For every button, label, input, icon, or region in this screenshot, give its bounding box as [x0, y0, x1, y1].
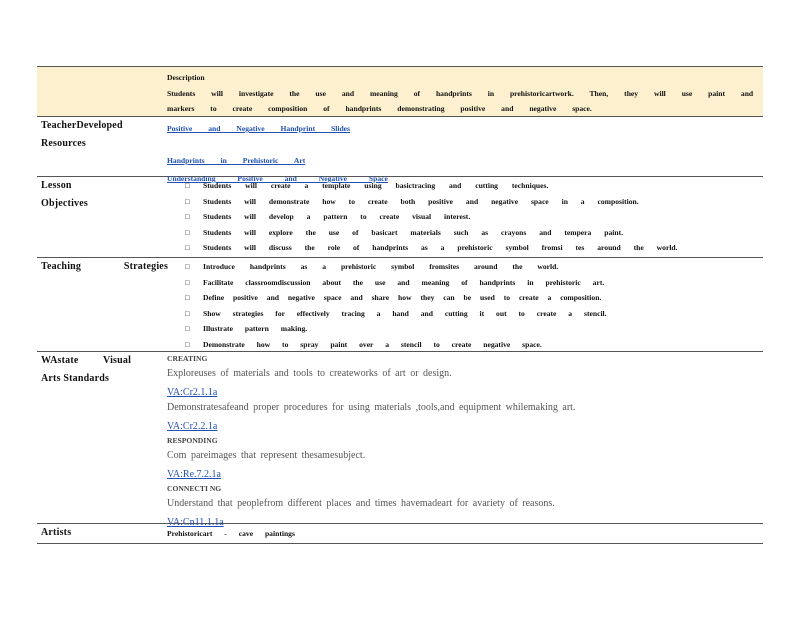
checkbox-icon: □	[185, 181, 190, 190]
strategy-item: □ Define positive and negative space and share how they can be used to create a composition.	[167, 290, 753, 306]
objectives-row	[37, 177, 763, 258]
creating-standard-text-1: Exploreuses of materials and tools to createworks of art or design.	[167, 368, 452, 379]
standards-content	[167, 352, 753, 530]
strategies-list	[167, 259, 753, 352]
checkbox-icon: □	[185, 293, 190, 302]
creating-standard-code-1[interactable]: VA:Cr2.1.1a	[167, 387, 218, 398]
resource-link-handprints-prehistoric-art[interactable]: Handprints in Prehistoric Art	[167, 155, 306, 165]
responding-heading: RESPONDING	[167, 436, 218, 445]
description-content	[167, 70, 753, 117]
artists-label: Artists	[41, 527, 72, 538]
artists-content	[167, 526, 753, 542]
checkbox-icon: □	[185, 308, 190, 318]
strategy-item: □ Demonstrate how to spray paint over a stencil to create negative space.	[167, 337, 753, 353]
checkbox-icon: □	[185, 324, 190, 333]
responding-standard-text: Com pareimages that represent thesamesubject.	[167, 450, 366, 461]
objective-item: □ Students will explore the use of basicart materials such as crayons and tempera paint.	[167, 225, 753, 241]
connecting-heading: CONNECTI NG	[167, 484, 222, 493]
creating-standard-text-2: Demonstratesafeand proper procedures for using materials ,tools,and equipment whilemaking art.	[167, 402, 576, 413]
objective-item: □ Students will develop a pattern to create visual interest.	[167, 209, 753, 225]
checkbox-icon: □	[185, 227, 190, 237]
standards-row	[37, 352, 763, 528]
checkbox-icon: □	[185, 212, 190, 221]
description-line-2: markers to create composition of handprints demonstrating positive and negative space.	[167, 104, 592, 113]
checkbox-icon: □	[185, 277, 190, 287]
objective-item: □ Students will discuss the role of handprints as a prehistoric symbol fromsi tes around the world.	[167, 240, 753, 256]
connecting-standard-code[interactable]: VA:Cn11.1.1a	[167, 517, 224, 528]
strategy-item: □ Facilitate classroomdiscussion about the use and meaning of handprints in prehistoric art.	[167, 275, 753, 291]
objectives-list	[167, 178, 753, 256]
responding-standard-code[interactable]: VA:Re.7.2.1a	[167, 469, 221, 480]
standards-label-2: Arts Standards	[41, 373, 110, 384]
checkbox-icon: □	[185, 262, 190, 271]
checkbox-icon: □	[185, 339, 190, 349]
resource-link-positive-negative-slides[interactable]: Positive and Negative Handprint Slides	[167, 124, 350, 133]
description-line-1: Students will investigate the use and meaning of handprints in prehistoricartwork. Then, they will use paint and	[167, 88, 754, 98]
strategy-item: □ Show strategies for effectively tracing a hand and cutting it out to create a stencil.	[167, 306, 753, 322]
objective-item: □ Students will demonstrate how to create both positive and negative space in a composition.	[167, 194, 753, 210]
artists-text: Prehistoricart - cave paintings	[167, 529, 295, 538]
resources-row	[37, 117, 763, 183]
strategy-item: □ Introduce handprints as a prehistoric symbol fromsites around the world.	[167, 259, 753, 275]
checkbox-icon: □	[185, 243, 190, 252]
strategies-label: Teaching Strategies	[41, 261, 169, 272]
strategy-item: □ Illustrate pattern making.	[167, 321, 753, 337]
description-row	[37, 66, 763, 117]
resources-label-2: Resources	[41, 138, 86, 149]
description-heading: Description	[167, 73, 205, 82]
connecting-standard-text: Understand that peoplefrom different places and times havemadeart for avariety of reasons.	[167, 498, 555, 509]
creating-standard-code-2[interactable]: VA:Cr2.2.1a	[167, 421, 218, 432]
resources-label-1: TeacherDeveloped	[41, 120, 123, 131]
lesson-plan-table	[37, 66, 763, 544]
objectives-label-1: Lesson	[41, 180, 72, 191]
standards-label-1: WAstate Visual	[41, 355, 132, 366]
objectives-label-2: Objectives	[41, 198, 88, 209]
creating-heading: CREATING	[167, 354, 208, 363]
artists-row	[37, 524, 763, 544]
checkbox-icon: □	[185, 196, 190, 206]
strategies-row	[37, 258, 763, 352]
objective-item: □ Students will create a template using basictracing and cutting techniques.	[167, 178, 753, 194]
resource-link-understanding-space[interactable]: Understanding Positive and Negative Space	[167, 174, 388, 183]
